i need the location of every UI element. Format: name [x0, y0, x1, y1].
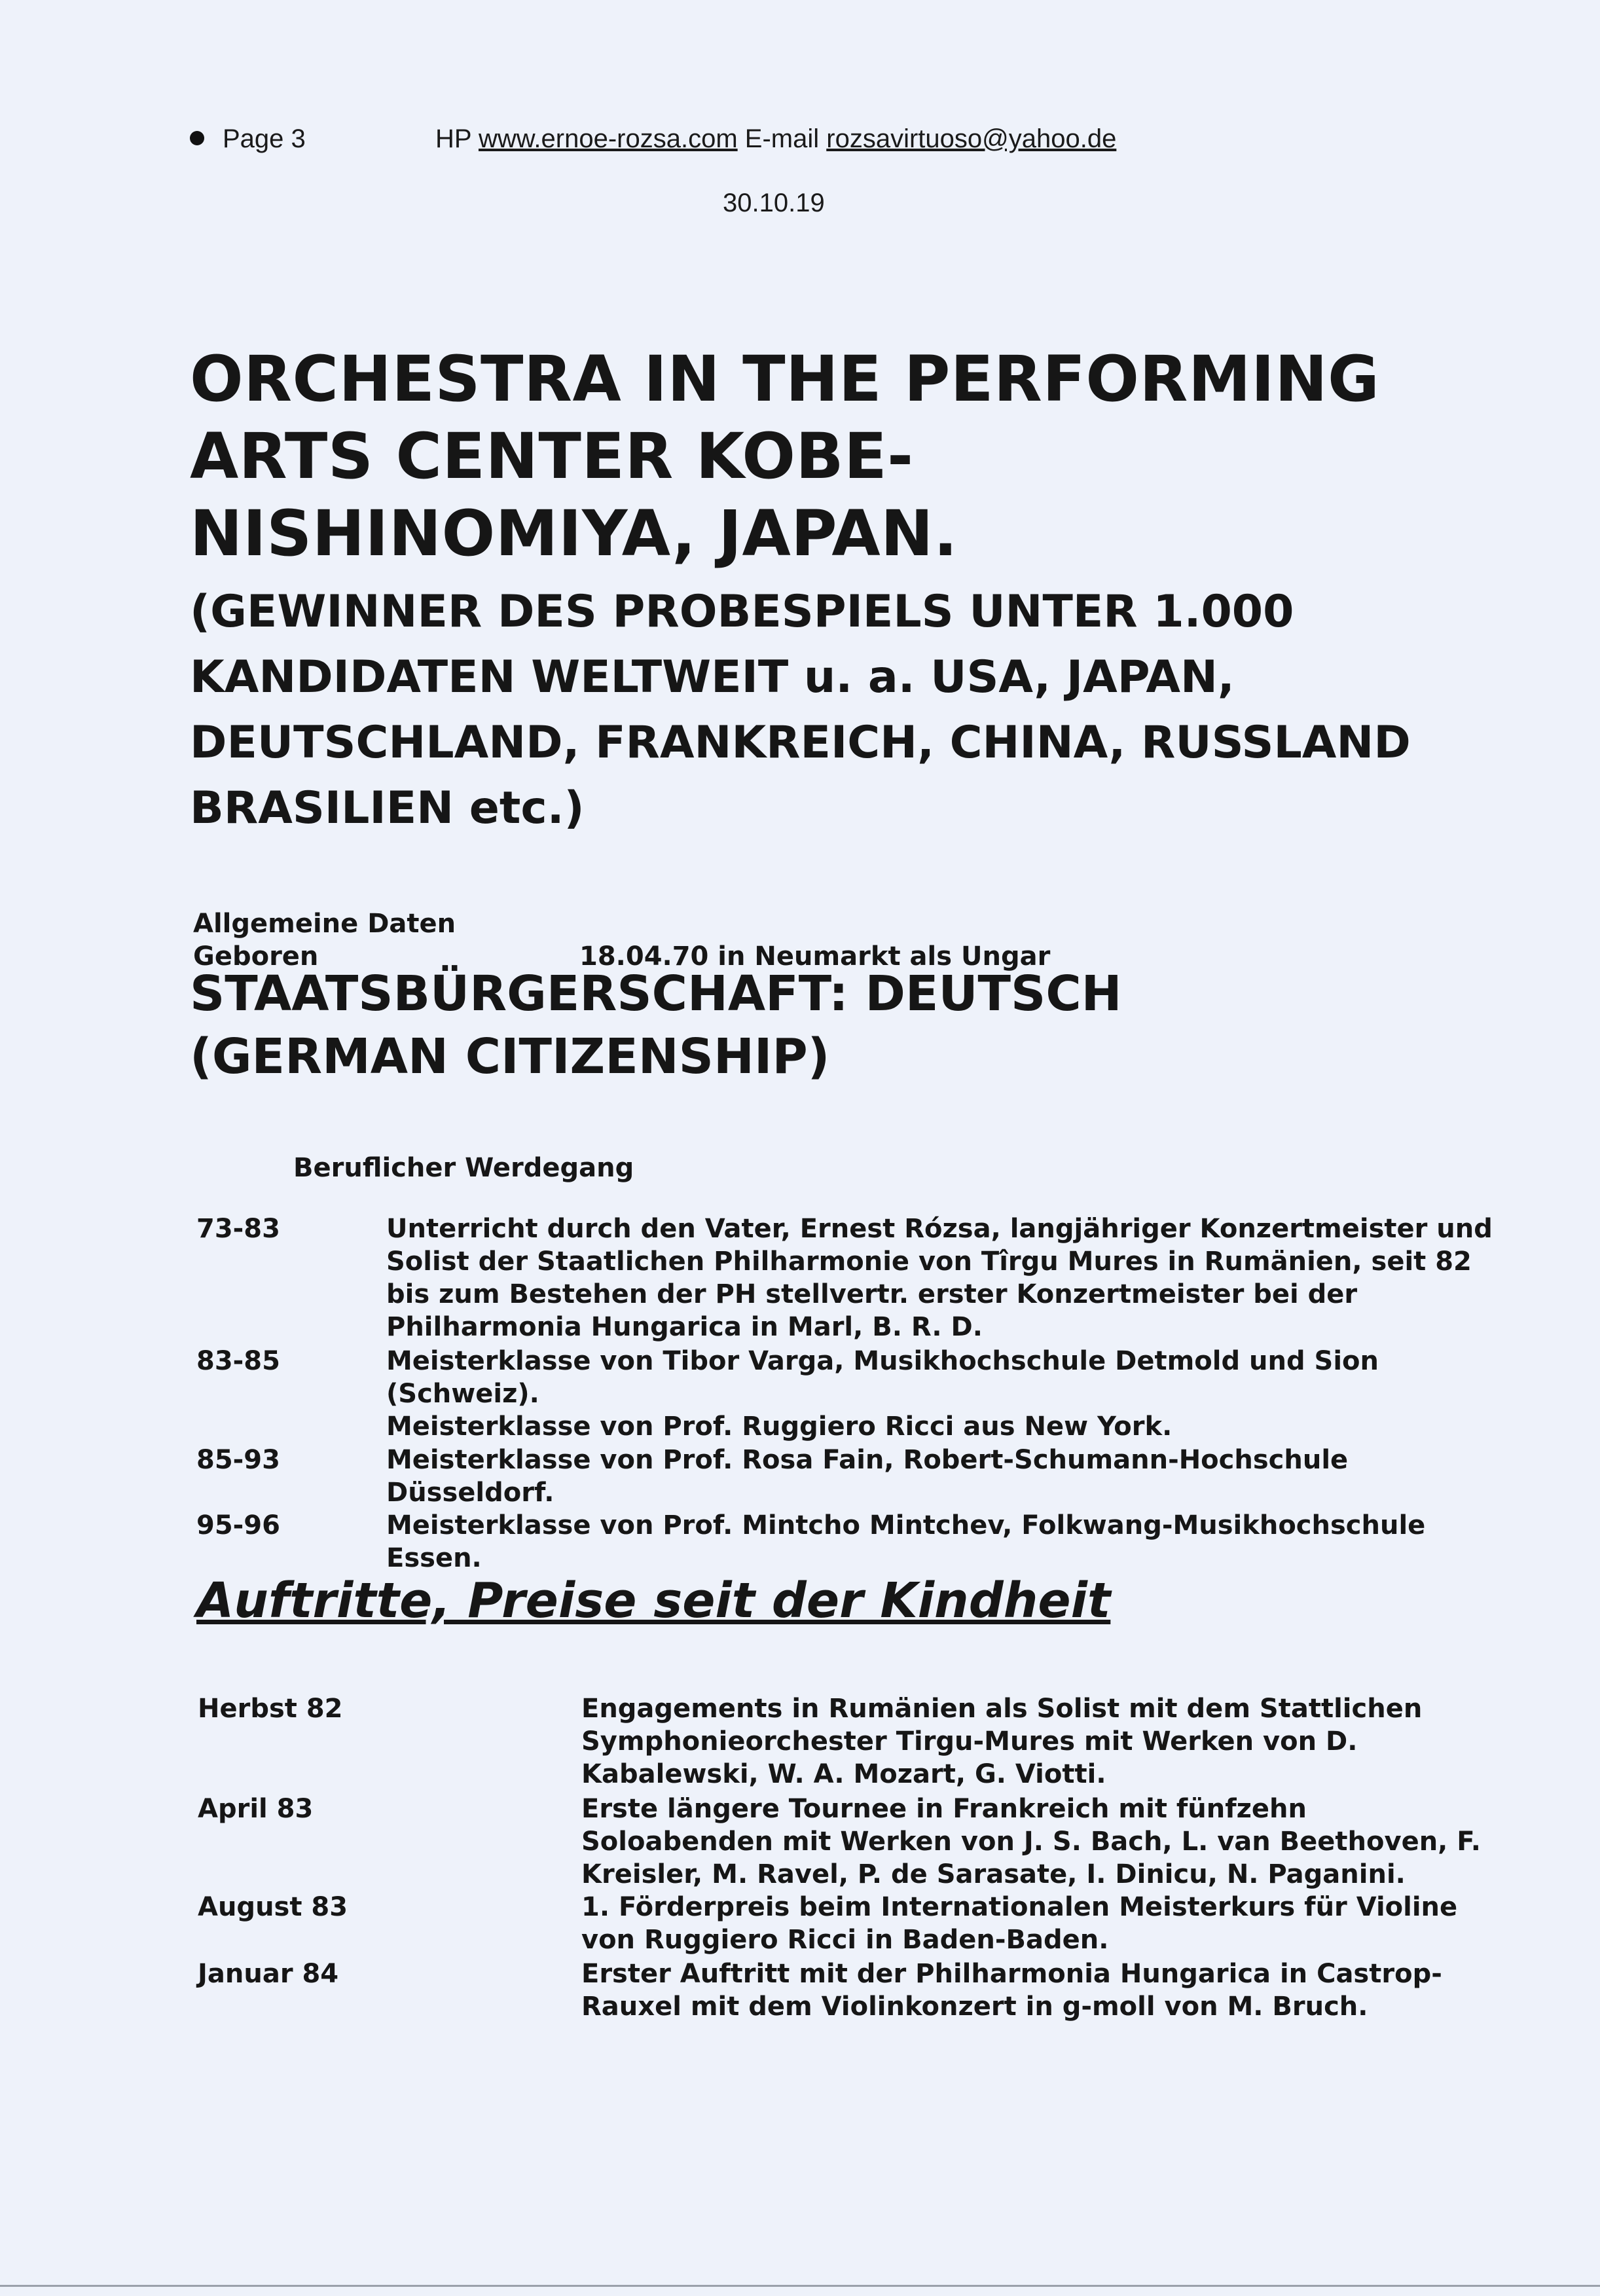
desc-line: Meisterklasse von Tibor Varga, Musikhochschule Detmold und Sion	[386, 1346, 1379, 1376]
page-bottom-rule	[0, 2285, 1600, 2287]
citizenship-line: STAATSBÜRGERSCHAFT: DEUTSCH	[190, 966, 1122, 1022]
performance-desc	[581, 1692, 1422, 1791]
desc-line: Kreisler, M. Ravel, P. de Sarasate, I. Dinicu, N. Paganini.	[581, 1859, 1406, 1889]
bullet-icon	[190, 131, 204, 145]
desc-line: Rauxel mit dem Violinkonzert in g-moll von M. Bruch.	[581, 1992, 1368, 2022]
email-link[interactable]: rozsavirtuoso@yahoo.de	[826, 124, 1117, 153]
desc-line: Meisterklasse von Prof. Ruggiero Ricci aus New York.	[386, 1412, 1173, 1442]
document-date: 30.10.19	[723, 189, 825, 217]
desc-line: Symphonieorchester Tirgu-Mures mit Werken von D.	[581, 1726, 1358, 1757]
header-contact	[435, 124, 1116, 154]
desc-line: Erste längere Tournee in Frankreich mit fünfzehn	[581, 1794, 1307, 1824]
career-desc	[386, 1345, 1379, 1443]
desc-line: Solist der Staatlichen Philharmonie von Tîrgu Mures in Rumänien, seit 82	[386, 1247, 1472, 1277]
performances-heading: Auftritte, Preise seit der Kindheit	[196, 1573, 1111, 1629]
desc-line: (Schweiz).	[386, 1379, 539, 1409]
career-heading: Beruflicher Werdegang	[293, 1153, 634, 1183]
desc-line: Erster Auftritt mit der Philharmonia Hungarica in Castrop-	[581, 1959, 1442, 1989]
subtitle	[190, 579, 1499, 841]
performance-desc	[581, 1891, 1457, 1956]
performance-date: August 83	[198, 1892, 348, 1922]
citizenship	[190, 962, 1434, 1088]
born-value: 18.04.70 in Neumarkt als Ungar	[579, 941, 1051, 972]
desc-line: Düsseldorf.	[386, 1478, 555, 1508]
career-years: 73-83	[196, 1214, 280, 1244]
general-heading: Allgemeine Daten	[193, 909, 456, 939]
career-desc	[386, 1509, 1425, 1575]
subtitle-line: (GEWINNER DES PROBESPIELS UNTER 1.000	[190, 586, 1294, 638]
performance-date: Herbst 82	[198, 1694, 343, 1724]
desc-line: von Ruggiero Ricci in Baden-Baden.	[581, 1925, 1109, 1955]
desc-line: Soloabenden mit Werken von J. S. Bach, L. van Beethoven, F.	[581, 1827, 1481, 1857]
desc-line: Meisterklasse von Prof. Rosa Fain, Robert-Schumann-Hochschule	[386, 1445, 1349, 1475]
career-desc	[386, 1444, 1348, 1509]
subtitle-line: KANDIDATEN WELTWEIT u. a. USA, JAPAN,	[190, 651, 1235, 703]
performance-desc	[581, 1793, 1481, 1891]
page-number: Page 3	[223, 124, 306, 153]
born-label: Geboren	[193, 941, 319, 972]
performance-date: Januar 84	[198, 1959, 339, 1989]
desc-line: Unterricht durch den Vater, Ernest Rózsa, langjähriger Konzertmeister und	[386, 1214, 1493, 1244]
subtitle-line: DEUTSCHLAND, FRANKREICH, CHINA, RUSSLAND	[190, 717, 1411, 769]
email-label: E-mail	[744, 124, 820, 153]
main-title	[190, 340, 1473, 572]
performance-date: April 83	[198, 1794, 314, 1824]
title-line: NISHINOMIYA, JAPAN.	[190, 497, 958, 570]
desc-line: bis zum Bestehen der PH stellvertr. erster Konzertmeister bei der	[386, 1279, 1358, 1309]
citizenship-line: (GERMAN CITIZENSHIP)	[190, 1029, 830, 1085]
hp-label: HP	[435, 124, 471, 153]
subtitle-line: BRASILIEN etc.)	[190, 782, 585, 834]
title-line: ORCHESTRA IN THE PERFORMING	[190, 342, 1380, 416]
career-years: 83-85	[196, 1346, 280, 1376]
desc-line: Engagements in Rumänien als Solist mit dem Stattlichen	[581, 1694, 1423, 1724]
desc-line: Philharmonia Hungarica in Marl, B. R. D.	[386, 1312, 983, 1342]
career-years: 85-93	[196, 1445, 280, 1475]
career-years: 95-96	[196, 1510, 280, 1540]
title-line: ARTS CENTER KOBE-	[190, 420, 914, 493]
desc-line: Essen.	[386, 1543, 482, 1573]
desc-line: Meisterklasse von Prof. Mintcho Mintchev, Folkwang-Musikhochschule	[386, 1510, 1426, 1540]
career-desc	[386, 1212, 1493, 1343]
desc-line: Kabalewski, W. A. Mozart, G. Viotti.	[581, 1759, 1106, 1789]
performance-desc	[581, 1958, 1442, 2023]
desc-line: 1. Förderpreis beim Internationalen Meisterkurs für Violine	[581, 1892, 1458, 1922]
website-link[interactable]: www.ernoe-rozsa.com	[478, 124, 738, 153]
